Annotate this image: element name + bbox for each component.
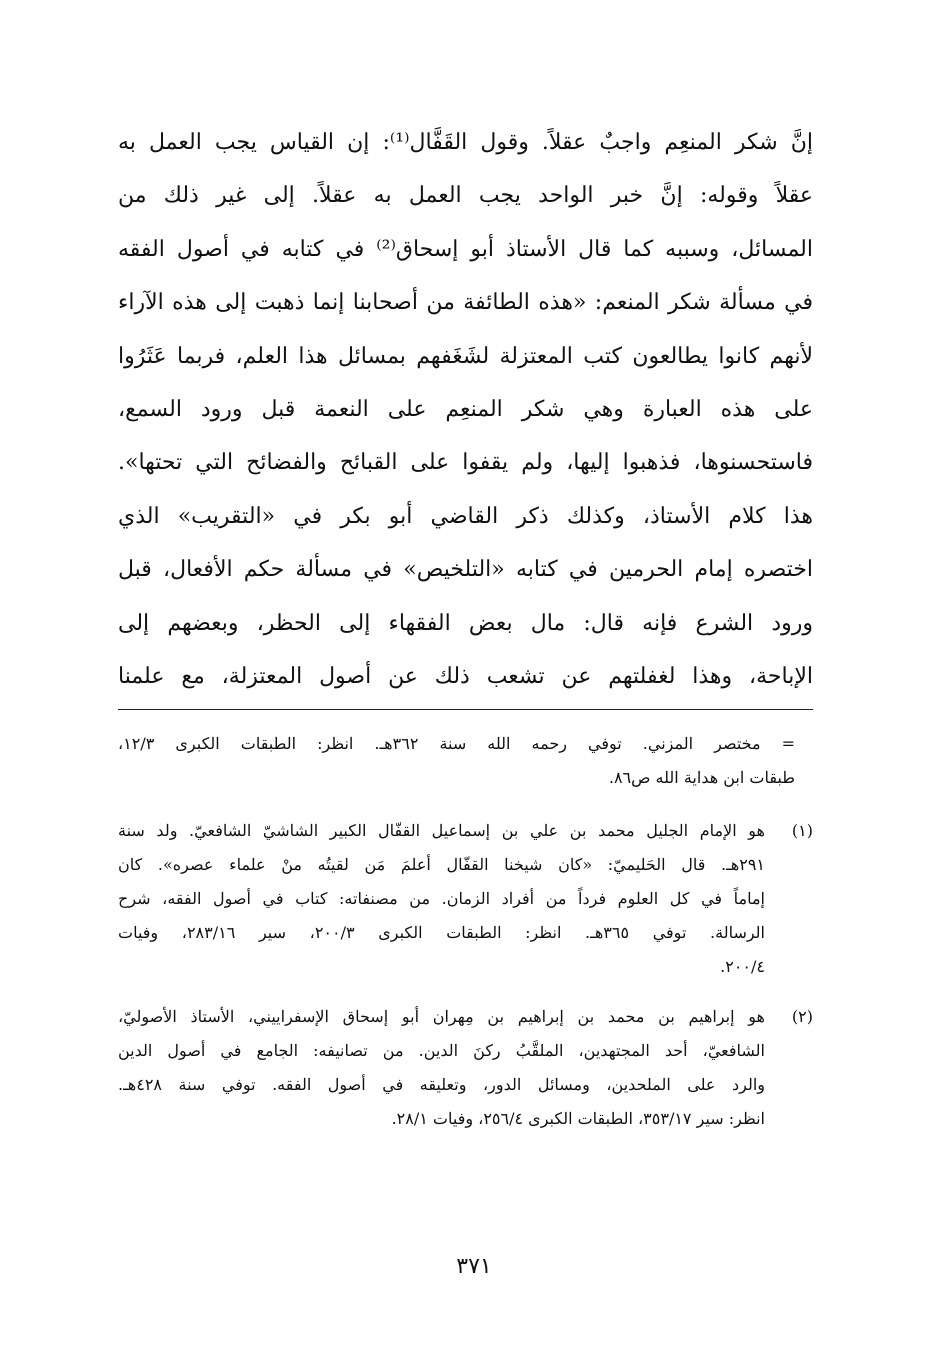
footnote-2 xyxy=(118,1000,813,1136)
text-line: لأنهم كانوا يطالعون كتب المعتزلة لشَغَفهم بمسائل هذا العلم، فربما عَثَرُوا xyxy=(118,343,813,369)
text-line: في مسألة شكر المنعم: «هذه الطائفة من أصحابنا إنما ذهبت إلى هذه الآراء xyxy=(118,290,813,316)
footnote-line: = مختصر المزني. توفي رحمه الله سنة ٣٦٢هـ. انظر: الطبقات الكبرى ١٢/٣، xyxy=(118,734,795,753)
footnote-line: الشافعيّ، أحد المجتهدين، الملقَّبُ ركنَ الدين. من تصانيفه: الجامع في أصول الدين xyxy=(118,1041,765,1060)
footnote-line: والرد على الملحدين، ومسائل الدور، وتعليقه في أصول الفقه. توفي سنة ٤٢٨هـ. xyxy=(118,1075,765,1094)
footnote-number: (١) xyxy=(791,821,813,840)
footnote-line: الرسالة. توفي ٣٦٥هـ. انظر: الطبقات الكبرى ٢٠٠/٣، سير ٢٨٣/١٦، وفيات xyxy=(118,923,765,942)
footnote-line: هو الإمام الجليل محمد بن علي بن إسماعيل القفّال الكبير الشاشيّ الشافعيّ. ولد سنة xyxy=(118,821,765,840)
text-line: فاستحسنوها، فذهبوا إليها، ولم يقفوا على القبائح والفضائح التي تحتها». xyxy=(118,450,813,476)
footnote-number: (٢) xyxy=(791,1007,813,1026)
text-line: هذا كلام الأستاذ، وكذلك ذكر القاضي أبو بكر في «التقريب» الذي xyxy=(118,503,813,529)
main-text xyxy=(118,116,813,703)
footnote-line: إماماً في كل العلوم فرداً من أفراد الزمان. من مصنفاته: كتاب في أصول الفقه، شرح xyxy=(118,889,765,908)
text-line: إنَّ شكر المنعِم واجبٌ عقلاً. وقول القَفَّال⁽¹⁾: إن القياس يجب العمل به xyxy=(118,130,813,155)
footnote-line: انظر: سير ٣٥٣/١٧، الطبقات الكبرى ٢٥٦/٤، وفيات ٢٨/١. xyxy=(391,1109,765,1128)
text-line: اختصره إمام الحرمين في كتابه «التلخيص» في مسألة حكم الأفعال، قبل xyxy=(118,557,813,583)
text-line: ورود الشرع فإنه قال: مال بعض الفقهاء إلى الحظر، وبعضهم إلى xyxy=(118,610,813,636)
footnote-line: ٢٩١هـ. قال الحَليميّ: «كان شيخنا القفّال أعلمَ مَن لقيتُه منْ علماء عصره». كان xyxy=(118,855,765,874)
footnote-separator xyxy=(118,709,813,710)
footnote-line: ٢٠٠/٤. xyxy=(720,957,765,976)
footnote-continuation xyxy=(118,727,813,795)
footnote-line: هو إبراهيم بن محمد بن إبراهيم بن مِهران أبو إسحاق الإسفراييني، الأستاذ الأصوليّ، xyxy=(118,1007,765,1026)
footnote-1 xyxy=(118,814,813,984)
page-number: ٣٧١ xyxy=(456,1254,492,1279)
text-line: على هذه العبارة وهي شكر المنعِم على النعمة قبل ورود السمع، xyxy=(118,396,813,422)
text-line: المسائل، وسببه كما قال الأستاذ أبو إسحاق⁽²⁾ في كتابه في أصول الفقه xyxy=(118,236,813,262)
text-line: الإباحة، وهذا لغفلتهم عن تشعب ذلك عن أصول المعتزلة، مع علمنا xyxy=(118,663,813,689)
footnote-line: طبقات ابن هداية الله ص٨٦. xyxy=(608,768,795,787)
footnotes xyxy=(118,727,813,1136)
text-line: عقلاً وقوله: إنَّ خبر الواحد يجب العمل به عقلاً. إلى غير ذلك من xyxy=(118,183,813,209)
